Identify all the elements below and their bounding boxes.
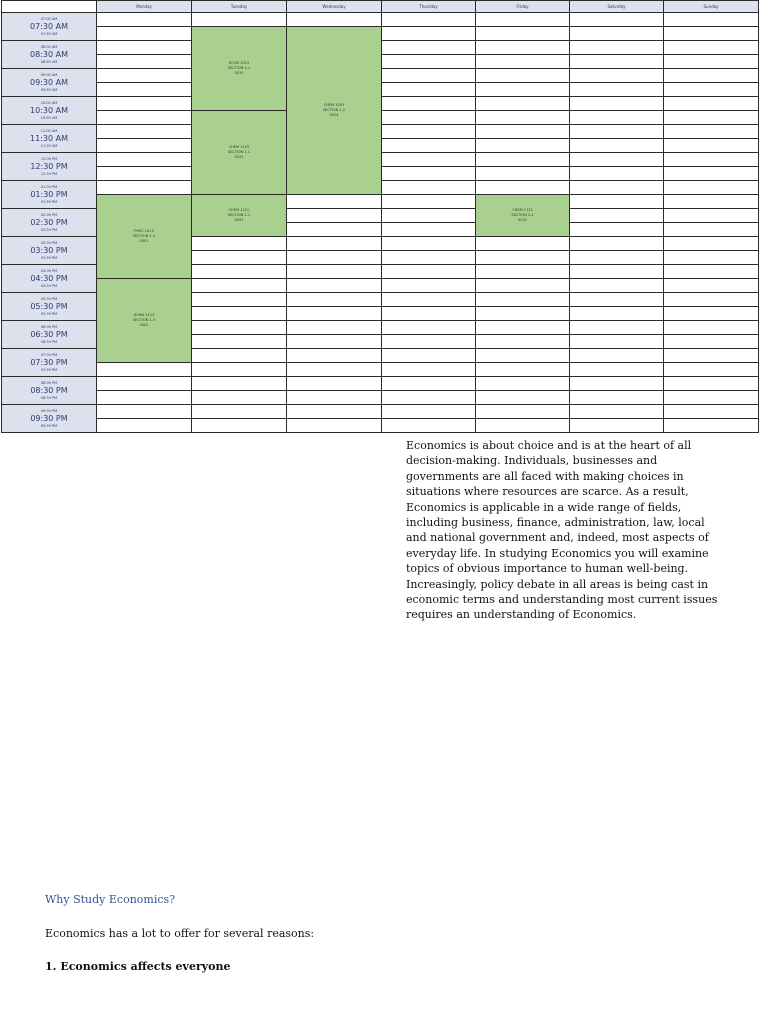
time-slot-label [2, 13, 96, 40]
time-main-text: 01:30 PM [30, 189, 68, 199]
time-start-text: 10:00 AM [40, 100, 58, 105]
grid-line-h [96, 362, 759, 363]
grid-line-v [663, 0, 664, 433]
day-header-friday: Friday [476, 1, 569, 12]
time-end-text: 01:59 PM [40, 199, 58, 204]
section-heading: Why Study Economics? [45, 893, 176, 906]
time-slot-label [2, 293, 96, 320]
time-start-text: 12:00 PM [40, 156, 58, 161]
grid-line-h [96, 278, 759, 279]
class-block-text: SECTION 1-2 [511, 213, 534, 217]
class-block [475, 194, 570, 237]
grid-line-h [96, 390, 759, 391]
time-end-text: 12:59 PM [40, 171, 58, 176]
class-block-text: 0014 [329, 113, 339, 117]
time-main-text: 12:30 PM [30, 161, 68, 171]
grid-line-h [1, 12, 759, 13]
day-header-monday: Monday [97, 1, 191, 12]
class-block-text: ECON 1013 [228, 61, 250, 65]
grid-line-h [96, 250, 759, 251]
time-slot-label [2, 41, 96, 68]
grid-line-h [1, 432, 759, 433]
class-block-text: CHEM 1003 [323, 103, 345, 107]
class-block-text: 0031 [518, 218, 527, 222]
time-start-text: 06:00 PM [40, 324, 58, 329]
time-start-text: 04:00 PM [40, 268, 58, 273]
class-block-text: CHEM 1111 [512, 208, 533, 212]
class-block-text: 0001 [139, 239, 149, 243]
time-slot-label [2, 405, 96, 432]
time-slot-label [2, 97, 96, 124]
time-slot-label [2, 265, 96, 292]
grid-line-h [1, 0, 759, 1]
class-block-text: 0015 [234, 71, 244, 75]
grid-line-v [758, 0, 759, 433]
time-slot-label [2, 125, 96, 152]
time-start-text: 02:00 PM [40, 212, 58, 217]
grid-line-h [96, 306, 759, 307]
time-start-text: 07:00 PM [40, 352, 58, 357]
time-main-text: 02:30 PM [30, 217, 68, 227]
time-slot-label [2, 349, 96, 376]
time-main-text: 09:30 AM [30, 77, 68, 87]
class-block [286, 26, 382, 195]
time-end-text: 11:59 AM [40, 143, 58, 148]
time-end-text: 08:59 PM [40, 395, 58, 400]
day-header-saturday: Saturday [570, 1, 663, 12]
class-block-text: SECTION 1-1 [227, 66, 251, 70]
time-start-text: 11:00 AM [40, 128, 58, 133]
time-start-text: 09:00 PM [40, 408, 58, 413]
time-start-text: 08:00 PM [40, 380, 58, 385]
time-main-text: 11:30 AM [30, 133, 68, 143]
time-slot-label [2, 321, 96, 348]
class-block-text: HUMA 1113 [133, 313, 155, 317]
time-start-text: 09:00 AM [40, 72, 58, 77]
grid-line-v [1, 0, 2, 433]
time-main-text: 10:30 AM [30, 105, 68, 115]
time-slot-label [2, 377, 96, 404]
time-slot-label [2, 69, 96, 96]
time-end-text: 09:59 AM [40, 87, 58, 92]
class-block-text: CHEM 1111 [228, 208, 250, 212]
class-block-text: SECTION 1-3 [132, 318, 156, 322]
time-main-text: 06:30 PM [30, 329, 68, 339]
time-end-text: 06:59 PM [40, 339, 58, 344]
time-end-text: 07:59 PM [40, 367, 58, 372]
class-block-text: 0031 [234, 218, 244, 222]
grid-line-h [96, 334, 759, 335]
time-end-text: 07:59 AM [40, 31, 58, 36]
day-header-thursday: Thursday [382, 1, 475, 12]
class-block [191, 110, 287, 195]
class-block-text: SECTION 1-1 [227, 213, 251, 217]
class-block [96, 194, 192, 279]
time-end-text: 10:59 AM [40, 115, 58, 120]
grid-line-h [96, 418, 759, 419]
class-block [96, 278, 192, 363]
time-main-text: 03:30 PM [30, 245, 68, 255]
time-main-text: 07:30 PM [30, 357, 68, 367]
day-header-tuesday: Tuesday [192, 1, 286, 12]
day-header-wednesday: Wednesday [287, 1, 381, 12]
time-start-text: 01:00 PM [40, 184, 58, 189]
time-end-text: 03:59 PM [40, 255, 58, 260]
time-end-text: 04:59 PM [40, 283, 58, 288]
class-block [191, 26, 287, 111]
class-block-text: SECTION 1-3 [132, 234, 156, 238]
time-slot-label [2, 181, 96, 208]
time-slot-label [2, 209, 96, 236]
time-end-text: 08:59 AM [40, 59, 58, 64]
economics-paragraph: Economics is about choice and is at the heart of all decision-making. Individuals, businesses and governments are all faced with making choices in situations where resources are scarce. As a result, Economics is applicable in a wide range of fields, including business, finance, administration, law, local and national government and, indeed, most aspects of everyday life. In studying Economics you will examine topics of obvious importance to human well-being. Increasingly, policy debate in all areas is being cast in economic terms and understanding most current issues requires an understanding of Economics. [406, 439, 718, 622]
grid-line-h [1, 404, 759, 405]
time-start-text: 08:00 AM [40, 44, 58, 49]
time-start-text: 03:00 PM [40, 240, 58, 245]
class-block-text: SECTION 1-1 [227, 150, 251, 154]
class-block-text: 0001 [139, 323, 149, 327]
time-main-text: 08:30 PM [30, 385, 68, 395]
time-start-text: 05:00 PM [40, 296, 58, 301]
time-main-text: 07:30 AM [30, 21, 68, 31]
intro-line: Economics has a lot to offer for several reasons: [45, 927, 315, 940]
time-start-text: 07:00 AM [40, 16, 58, 21]
time-end-text: 05:59 PM [40, 311, 58, 316]
class-block-text: SECTION 1-2 [322, 108, 346, 112]
time-main-text: 04:30 PM [30, 273, 68, 283]
time-end-text: 02:59 PM [40, 227, 58, 232]
time-slot-label [2, 237, 96, 264]
class-block [191, 194, 287, 237]
grid-line-h [1, 376, 759, 377]
numbered-point-1: 1. Economics affects everyone [45, 960, 231, 973]
time-end-text: 09:59 PM [40, 423, 58, 428]
class-block-text: PHSC 1013 [134, 229, 154, 233]
day-header-sunday: Sunday [664, 1, 758, 12]
time-slot-label [2, 153, 96, 180]
weekly-timetable [1, 0, 758, 437]
class-block-text: CHEM 1103 [228, 145, 250, 149]
time-main-text: 09:30 PM [30, 413, 68, 423]
time-main-text: 05:30 PM [30, 301, 68, 311]
time-main-text: 08:30 AM [30, 49, 68, 59]
class-block-text: 0031 [234, 155, 244, 159]
